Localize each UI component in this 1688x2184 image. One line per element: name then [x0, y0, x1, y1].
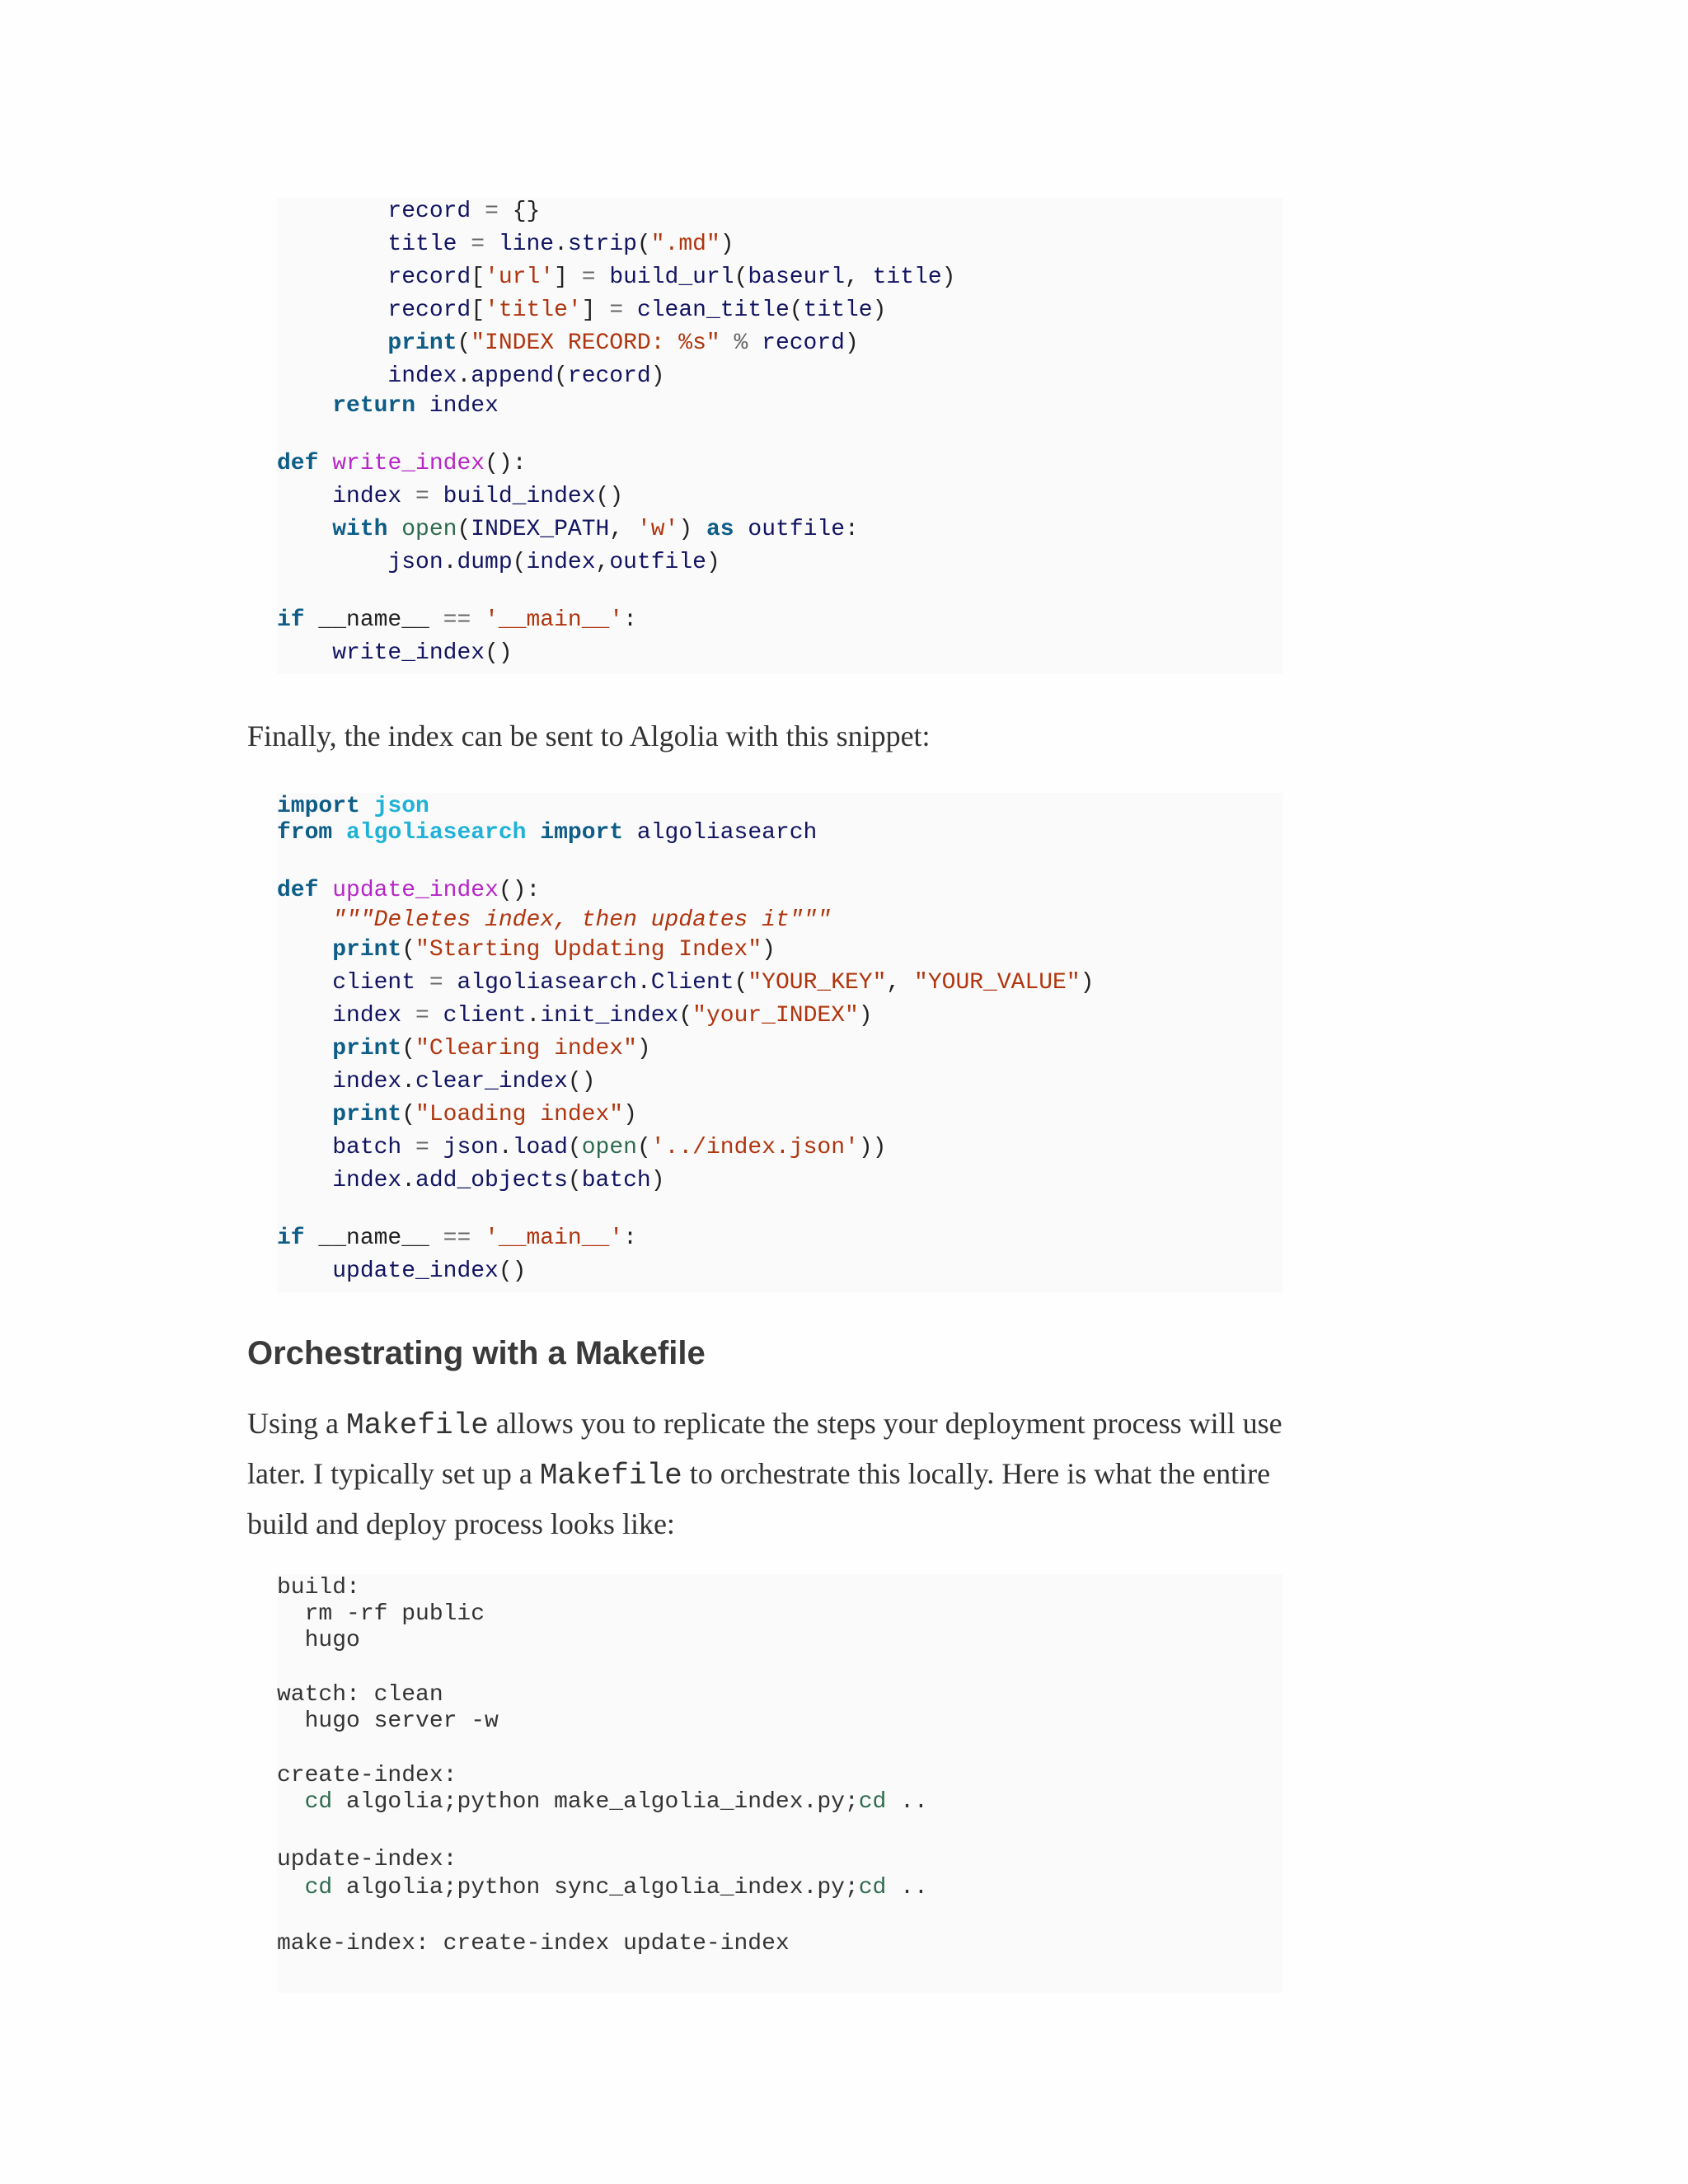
code-text: write_index() [332, 640, 513, 666]
paragraph-makefile [247, 1399, 1286, 1548]
code-line [277, 363, 665, 391]
code-text: update_index() [332, 1258, 527, 1284]
code-text: def update_index(): [277, 878, 541, 903]
code-line [277, 1002, 873, 1030]
code-text: watch: clean [277, 1682, 443, 1708]
code-line [277, 1846, 457, 1874]
code-text: make-index: create-index update-index [277, 1931, 790, 1957]
code-line [277, 1601, 485, 1629]
code-text: hugo [277, 1628, 360, 1653]
paragraph-text: to orchestrate this locally. Here is what the entire build and deploy process looks like: [247, 1457, 1271, 1540]
code-text: index.clear_index() [332, 1069, 596, 1094]
code-block-makefile [277, 1574, 1282, 1993]
code-line [277, 1681, 443, 1709]
code-line [277, 1068, 596, 1096]
code-text: if __name__ == '__main__': [277, 1226, 637, 1251]
code-text: index.append(record) [387, 363, 665, 389]
code-block-python-write-index [277, 198, 1282, 674]
code-text: index = client.init_index("your_INDEX") [332, 1003, 873, 1029]
code-text: with open(INDEX_PATH, 'w') as outfile: [332, 517, 859, 542]
code-text: create-index: [277, 1763, 457, 1788]
code-line [277, 1627, 360, 1655]
code-text: index.add_objects(batch) [332, 1168, 665, 1193]
code-line [277, 450, 527, 478]
code-text: print("INDEX RECORD: %s" % record) [387, 330, 859, 356]
code-text: index = build_index() [332, 484, 624, 509]
code-text: cd algolia;python sync_algolia_index.py;cd .. [304, 1875, 928, 1900]
code-line [277, 1788, 928, 1816]
paragraph-text: allows you to replicate the steps your deployment process will use later. I typically set up a [247, 1407, 1282, 1490]
code-block-python-update-index [277, 793, 1282, 1292]
code-text: record = {} [387, 199, 541, 224]
code-line [277, 1035, 651, 1063]
paragraph-intro-algolia: Finally, the index can be sent to Algolia with this snippet: [247, 719, 931, 752]
code-text: title = line.strip(".md") [387, 232, 734, 257]
code-text: import json [277, 794, 429, 819]
code-text: rm -rf public [277, 1601, 485, 1627]
code-line [277, 264, 955, 292]
code-line [277, 640, 513, 668]
code-text: return index [332, 393, 499, 419]
code-text: def write_index(): [277, 451, 527, 476]
code-line [277, 907, 831, 935]
code-line [277, 1762, 457, 1790]
code-text: cd algolia;python make_algolia_index.py;cd .. [304, 1789, 928, 1815]
code-line [277, 1167, 665, 1195]
code-line [277, 483, 623, 511]
code-line [277, 1708, 499, 1736]
code-line [277, 819, 817, 847]
inline-code: Makefile [346, 1408, 489, 1442]
code-text: json.dump(index,outfile) [387, 550, 720, 575]
code-text: if __name__ == '__main__': [277, 607, 637, 633]
code-text: build: [277, 1575, 360, 1601]
code-text: hugo server -w [277, 1708, 499, 1734]
code-text: client = algoliasearch.Client("YOUR_KEY", "YOUR_VALUE") [332, 970, 1095, 996]
code-line [277, 936, 776, 964]
code-line [277, 1930, 790, 1958]
inline-code: Makefile [539, 1459, 682, 1493]
paragraph-text: Using a [247, 1407, 346, 1440]
code-line [277, 330, 859, 358]
code-line [277, 877, 540, 905]
code-line [277, 1101, 637, 1129]
code-line [277, 1225, 637, 1253]
code-line [277, 231, 734, 259]
code-text: record['url'] = build_url(baseurl, title) [387, 265, 956, 290]
code-line [277, 607, 637, 635]
code-text: """Deletes index, then updates it""" [332, 907, 832, 933]
code-text: print("Loading index") [332, 1102, 637, 1127]
code-line [277, 1258, 526, 1286]
code-line [277, 392, 499, 420]
code-line [277, 1874, 928, 1902]
code-line [277, 516, 859, 544]
code-line [277, 1574, 360, 1602]
code-line [277, 1134, 886, 1162]
code-text: record['title'] = clean_title(title) [387, 298, 887, 323]
code-line [277, 549, 720, 577]
code-line [277, 793, 429, 821]
code-line [277, 969, 1094, 997]
code-text: print("Starting Updating Index") [332, 937, 776, 963]
code-text: print("Clearing index") [332, 1036, 651, 1062]
code-text: update-index: [277, 1847, 457, 1872]
code-line [277, 198, 540, 226]
code-text: batch = json.load(open('../index.json')) [332, 1135, 887, 1160]
code-line [277, 297, 886, 325]
code-text: from algoliasearch import algoliasearch [277, 820, 818, 846]
section-heading: Orchestrating with a Makefile [247, 1335, 706, 1371]
